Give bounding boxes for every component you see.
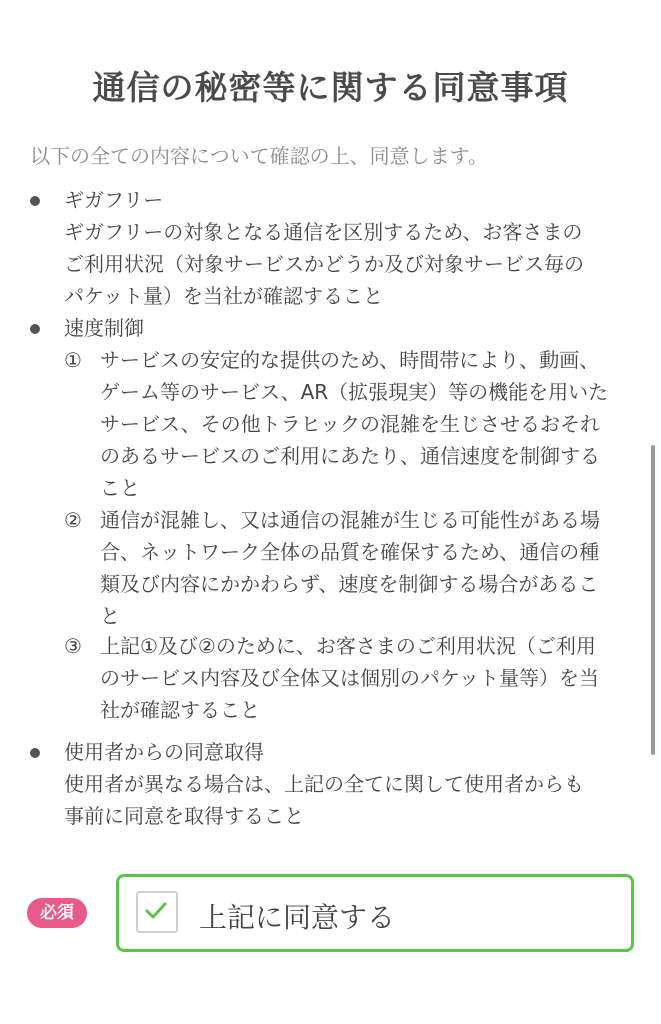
list-item — [64, 504, 634, 632]
body-line: ゲーム等のサービス、AR（拡張現実）等の機能を用いた — [100, 380, 609, 404]
checkmark-icon — [145, 902, 167, 920]
body-line: のサービス内容及び全体又は個別のパケット量等）を当 — [100, 666, 599, 690]
bullet-icon — [30, 324, 40, 334]
page-title: 通信の秘密等に関する同意事項 — [92, 68, 569, 107]
section-heading: ギガフリー — [64, 188, 164, 212]
section-heading: 速度制御 — [64, 316, 144, 340]
agree-label[interactable]: 上記に同意する — [199, 901, 396, 934]
item-number: ① — [64, 348, 82, 372]
section-body — [64, 768, 634, 832]
section-heading: 使用者からの同意取得 — [64, 740, 264, 764]
scrollbar[interactable] — [651, 445, 655, 755]
body-line: 社が確認すること — [100, 698, 260, 722]
body-line: 事前に同意を取得すること — [64, 804, 304, 828]
bullet-icon — [30, 196, 40, 206]
body-line: のあるサービスのご利用にあたり、通信速度を制御する — [100, 444, 600, 468]
body-line: ご利用状況（対象サービスかどうか及び対象サービス毎の — [64, 252, 584, 276]
intro-text: 以下の全ての内容について確認の上、同意します。 — [30, 144, 488, 168]
section-giga-free — [30, 184, 640, 312]
item-text — [100, 630, 634, 726]
item-text — [100, 504, 634, 632]
body-line: ギガフリーの対象となる通信を区別するため、お客さまの — [64, 220, 583, 244]
body-line: 通信が混雑し、又は通信の混雑が生じる可能性がある場 — [100, 508, 600, 532]
body-line: 合、ネットワーク全体の品質を確保するため、通信の種 — [100, 540, 600, 564]
section-body — [64, 216, 634, 312]
item-number: ③ — [64, 634, 82, 658]
body-line: こと — [100, 476, 140, 500]
section-user-consent — [30, 736, 640, 832]
body-line: パケット量）を当社が確認すること — [64, 284, 383, 308]
agree-checkbox-field[interactable] — [116, 874, 634, 952]
required-badge: 必須 — [27, 898, 87, 928]
body-line: 使用者が異なる場合は、上記の全てに関して使用者からも — [64, 772, 584, 796]
item-text — [100, 344, 634, 504]
list-item — [64, 344, 634, 504]
body-line: 類及び内容にかかわらず、速度を制御する場合があるこ — [100, 572, 599, 596]
body-line: と — [100, 604, 120, 628]
body-line: サービスの安定的な提供のため、時間帯により、動画、 — [100, 348, 600, 372]
body-line: 上記①及び②のために、お客さまのご利用状況（ご利用 — [100, 634, 596, 658]
agree-checkbox[interactable] — [136, 891, 178, 933]
section-speed-control — [30, 312, 640, 722]
bullet-icon — [30, 748, 40, 758]
body-line: サービス、その他トラヒックの混雑を生じさせるおそれ — [100, 412, 600, 436]
item-number: ② — [64, 508, 82, 532]
list-item — [64, 630, 634, 726]
